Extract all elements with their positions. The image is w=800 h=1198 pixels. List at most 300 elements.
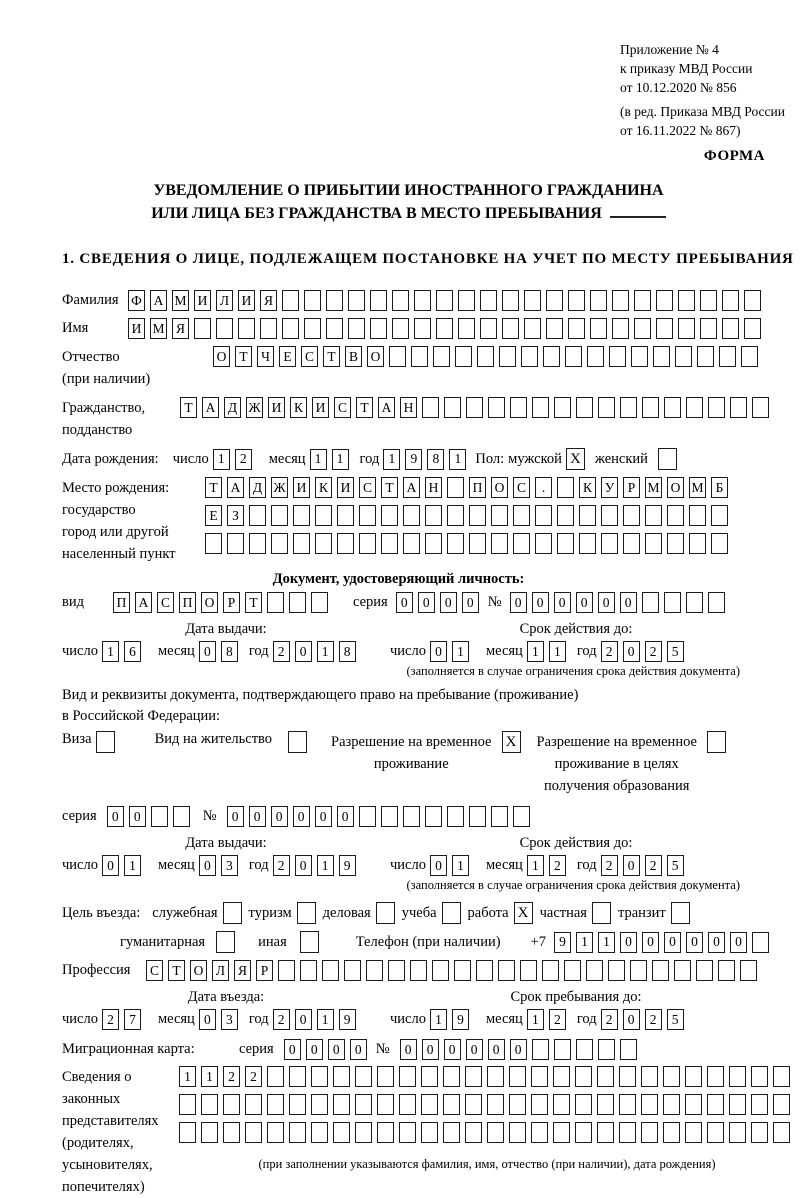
char-box[interactable]: М: [150, 318, 167, 339]
char-box[interactable]: [663, 1094, 680, 1115]
char-box[interactable]: [179, 1094, 196, 1115]
char-box[interactable]: [355, 1122, 372, 1143]
char-box[interactable]: 0: [664, 932, 681, 953]
char-box[interactable]: 3: [221, 855, 238, 876]
char-box[interactable]: 0: [466, 1039, 483, 1060]
char-box[interactable]: М: [689, 477, 706, 498]
char-box[interactable]: 8: [221, 641, 238, 662]
char-box[interactable]: 0: [623, 1009, 640, 1030]
char-box[interactable]: [289, 592, 306, 613]
char-box[interactable]: [568, 290, 585, 311]
char-box[interactable]: [557, 477, 574, 498]
char-box[interactable]: П: [179, 592, 196, 613]
char-box[interactable]: [575, 1094, 592, 1115]
char-box[interactable]: [678, 318, 695, 339]
char-box[interactable]: [414, 318, 431, 339]
char-box[interactable]: П: [113, 592, 130, 613]
char-box[interactable]: [465, 1066, 482, 1087]
char-box[interactable]: 0: [730, 932, 747, 953]
char-box[interactable]: Е: [279, 346, 296, 367]
char-box[interactable]: М: [645, 477, 662, 498]
char-box[interactable]: [433, 346, 450, 367]
char-box[interactable]: [337, 505, 354, 526]
char-box[interactable]: А: [150, 290, 167, 311]
char-box[interactable]: [289, 1094, 306, 1115]
char-box[interactable]: [509, 1094, 526, 1115]
char-box[interactable]: [674, 960, 691, 981]
char-box[interactable]: 0: [107, 806, 124, 827]
char-box[interactable]: [304, 290, 321, 311]
char-box[interactable]: [249, 533, 266, 554]
char-box[interactable]: Т: [180, 397, 197, 418]
char-box[interactable]: О: [190, 960, 207, 981]
char-box[interactable]: [773, 1066, 790, 1087]
char-box[interactable]: [579, 505, 596, 526]
char-box[interactable]: Д: [224, 397, 241, 418]
char-box[interactable]: [300, 960, 317, 981]
char-box[interactable]: [553, 1066, 570, 1087]
char-box[interactable]: 1: [549, 641, 566, 662]
char-box[interactable]: [359, 505, 376, 526]
char-box[interactable]: [645, 505, 662, 526]
char-box[interactable]: 2: [645, 1009, 662, 1030]
char-box[interactable]: [708, 397, 725, 418]
char-box[interactable]: [326, 290, 343, 311]
char-box[interactable]: [598, 1039, 615, 1060]
char-box[interactable]: [392, 290, 409, 311]
char-box[interactable]: [443, 1094, 460, 1115]
char-box[interactable]: 0: [418, 592, 435, 613]
char-box[interactable]: [686, 592, 703, 613]
char-box[interactable]: [216, 318, 233, 339]
char-box[interactable]: [773, 1094, 790, 1115]
char-box[interactable]: [447, 806, 464, 827]
char-box[interactable]: [532, 1039, 549, 1060]
char-box[interactable]: [722, 290, 739, 311]
char-box[interactable]: Р: [623, 477, 640, 498]
char-box[interactable]: 9: [339, 1009, 356, 1030]
char-box[interactable]: [421, 1122, 438, 1143]
char-box[interactable]: [722, 318, 739, 339]
checkbox-transit[interactable]: [671, 902, 690, 924]
char-box[interactable]: [663, 1122, 680, 1143]
char-box[interactable]: Н: [400, 397, 417, 418]
char-box[interactable]: [480, 290, 497, 311]
char-box[interactable]: [311, 1122, 328, 1143]
char-box[interactable]: 9: [452, 1009, 469, 1030]
char-box[interactable]: [532, 397, 549, 418]
char-box[interactable]: 0: [440, 592, 457, 613]
char-box[interactable]: 1: [527, 1009, 544, 1030]
char-box[interactable]: 1: [317, 641, 334, 662]
char-box[interactable]: Т: [168, 960, 185, 981]
char-box[interactable]: [707, 1094, 724, 1115]
char-box[interactable]: 0: [271, 806, 288, 827]
char-box[interactable]: [344, 960, 361, 981]
char-box[interactable]: М: [172, 290, 189, 311]
char-box[interactable]: 1: [449, 449, 466, 470]
char-box[interactable]: 0: [598, 592, 615, 613]
char-box[interactable]: [425, 505, 442, 526]
checkbox-temp-residence[interactable]: X: [502, 731, 521, 753]
char-box[interactable]: С: [334, 397, 351, 418]
char-box[interactable]: [388, 960, 405, 981]
char-box[interactable]: 1: [201, 1066, 218, 1087]
char-box[interactable]: 0: [422, 1039, 439, 1060]
char-box[interactable]: [411, 346, 428, 367]
char-box[interactable]: 0: [295, 855, 312, 876]
char-box[interactable]: [752, 932, 769, 953]
char-box[interactable]: 0: [576, 592, 593, 613]
char-box[interactable]: [678, 290, 695, 311]
char-box[interactable]: 0: [510, 1039, 527, 1060]
char-box[interactable]: [553, 1122, 570, 1143]
char-box[interactable]: [575, 1122, 592, 1143]
char-box[interactable]: [311, 592, 328, 613]
char-box[interactable]: [631, 346, 648, 367]
char-box[interactable]: [667, 505, 684, 526]
char-box[interactable]: [392, 318, 409, 339]
char-box[interactable]: 1: [124, 855, 141, 876]
char-box[interactable]: [711, 505, 728, 526]
char-box[interactable]: [546, 318, 563, 339]
char-box[interactable]: [557, 505, 574, 526]
char-box[interactable]: [377, 1066, 394, 1087]
char-box[interactable]: [466, 397, 483, 418]
char-box[interactable]: 0: [337, 806, 354, 827]
char-box[interactable]: 3: [221, 1009, 238, 1030]
char-box[interactable]: [513, 505, 530, 526]
char-box[interactable]: [399, 1094, 416, 1115]
char-box[interactable]: Т: [245, 592, 262, 613]
char-box[interactable]: [634, 318, 651, 339]
char-box[interactable]: [612, 318, 629, 339]
char-box[interactable]: [381, 806, 398, 827]
char-box[interactable]: [642, 592, 659, 613]
char-box[interactable]: [271, 533, 288, 554]
char-box[interactable]: [355, 1094, 372, 1115]
char-box[interactable]: О: [213, 346, 230, 367]
char-box[interactable]: [399, 1122, 416, 1143]
char-box[interactable]: [510, 397, 527, 418]
char-box[interactable]: 0: [227, 806, 244, 827]
char-box[interactable]: Т: [356, 397, 373, 418]
char-box[interactable]: 0: [444, 1039, 461, 1060]
char-box[interactable]: [223, 1122, 240, 1143]
char-box[interactable]: [403, 533, 420, 554]
char-box[interactable]: 2: [245, 1066, 262, 1087]
char-box[interactable]: 1: [332, 449, 349, 470]
char-box[interactable]: [488, 397, 505, 418]
char-box[interactable]: Я: [260, 290, 277, 311]
char-box[interactable]: [289, 1066, 306, 1087]
char-box[interactable]: [700, 290, 717, 311]
char-box[interactable]: .: [535, 477, 552, 498]
checkbox-tourism[interactable]: [297, 902, 316, 924]
char-box[interactable]: 0: [295, 641, 312, 662]
char-box[interactable]: [370, 290, 387, 311]
char-box[interactable]: Т: [235, 346, 252, 367]
char-box[interactable]: 0: [708, 932, 725, 953]
char-box[interactable]: 0: [400, 1039, 417, 1060]
char-box[interactable]: 2: [102, 1009, 119, 1030]
char-box[interactable]: [293, 533, 310, 554]
char-box[interactable]: 2: [549, 1009, 566, 1030]
char-box[interactable]: [531, 1122, 548, 1143]
char-box[interactable]: И: [337, 477, 354, 498]
char-box[interactable]: Я: [234, 960, 251, 981]
char-box[interactable]: [645, 533, 662, 554]
char-box[interactable]: [238, 318, 255, 339]
char-box[interactable]: [579, 533, 596, 554]
char-box[interactable]: 0: [328, 1039, 345, 1060]
char-box[interactable]: 0: [129, 806, 146, 827]
char-box[interactable]: [403, 806, 420, 827]
char-box[interactable]: 2: [223, 1066, 240, 1087]
char-box[interactable]: 9: [339, 855, 356, 876]
char-box[interactable]: 0: [199, 1009, 216, 1030]
char-box[interactable]: [173, 806, 190, 827]
char-box[interactable]: [586, 960, 603, 981]
char-box[interactable]: П: [469, 477, 486, 498]
char-box[interactable]: [752, 397, 769, 418]
char-box[interactable]: [469, 806, 486, 827]
char-box[interactable]: Р: [256, 960, 273, 981]
char-box[interactable]: [487, 1094, 504, 1115]
char-box[interactable]: [509, 1122, 526, 1143]
char-box[interactable]: [476, 960, 493, 981]
char-box[interactable]: [487, 1066, 504, 1087]
char-box[interactable]: [513, 533, 530, 554]
char-box[interactable]: [707, 1066, 724, 1087]
char-box[interactable]: [576, 1039, 593, 1060]
char-box[interactable]: Ж: [246, 397, 263, 418]
char-box[interactable]: 9: [554, 932, 571, 953]
char-box[interactable]: [565, 346, 582, 367]
char-box[interactable]: [700, 318, 717, 339]
char-box[interactable]: Т: [381, 477, 398, 498]
char-box[interactable]: [410, 960, 427, 981]
char-box[interactable]: [535, 533, 552, 554]
char-box[interactable]: А: [378, 397, 395, 418]
char-box[interactable]: [719, 346, 736, 367]
char-box[interactable]: 7: [124, 1009, 141, 1030]
char-box[interactable]: [469, 505, 486, 526]
char-box[interactable]: 5: [667, 855, 684, 876]
char-box[interactable]: [267, 592, 284, 613]
char-box[interactable]: [598, 397, 615, 418]
char-box[interactable]: [620, 397, 637, 418]
char-box[interactable]: [751, 1066, 768, 1087]
char-box[interactable]: Б: [711, 477, 728, 498]
char-box[interactable]: 2: [601, 641, 618, 662]
char-box[interactable]: К: [579, 477, 596, 498]
char-box[interactable]: [333, 1122, 350, 1143]
char-box[interactable]: [293, 505, 310, 526]
char-box[interactable]: Л: [212, 960, 229, 981]
char-box[interactable]: [546, 290, 563, 311]
char-box[interactable]: [432, 960, 449, 981]
char-box[interactable]: [557, 533, 574, 554]
char-box[interactable]: [469, 533, 486, 554]
char-box[interactable]: С: [513, 477, 530, 498]
char-box[interactable]: З: [227, 505, 244, 526]
checkbox-residence-permit[interactable]: [288, 731, 307, 753]
char-box[interactable]: 0: [315, 806, 332, 827]
char-box[interactable]: [436, 318, 453, 339]
char-box[interactable]: [729, 1066, 746, 1087]
char-box[interactable]: Л: [216, 290, 233, 311]
char-box[interactable]: [487, 1122, 504, 1143]
char-box[interactable]: 0: [623, 855, 640, 876]
char-box[interactable]: И: [238, 290, 255, 311]
char-box[interactable]: [389, 346, 406, 367]
char-box[interactable]: [707, 1122, 724, 1143]
char-box[interactable]: [465, 1094, 482, 1115]
char-box[interactable]: А: [403, 477, 420, 498]
char-box[interactable]: 2: [645, 855, 662, 876]
char-box[interactable]: [564, 960, 581, 981]
char-box[interactable]: [520, 960, 537, 981]
char-box[interactable]: [729, 1122, 746, 1143]
char-box[interactable]: [422, 397, 439, 418]
char-box[interactable]: О: [667, 477, 684, 498]
char-box[interactable]: [194, 318, 211, 339]
char-box[interactable]: 1: [213, 449, 230, 470]
char-box[interactable]: [223, 1094, 240, 1115]
char-box[interactable]: [641, 1094, 658, 1115]
char-box[interactable]: [381, 533, 398, 554]
char-box[interactable]: 1: [179, 1066, 196, 1087]
char-box[interactable]: [502, 290, 519, 311]
char-box[interactable]: [205, 533, 222, 554]
char-box[interactable]: [623, 533, 640, 554]
char-box[interactable]: [315, 533, 332, 554]
char-box[interactable]: [696, 960, 713, 981]
char-box[interactable]: С: [301, 346, 318, 367]
char-box[interactable]: [377, 1122, 394, 1143]
char-box[interactable]: 9: [405, 449, 422, 470]
checkbox-study[interactable]: [442, 902, 461, 924]
char-box[interactable]: [597, 1122, 614, 1143]
char-box[interactable]: [641, 1066, 658, 1087]
char-box[interactable]: [652, 960, 669, 981]
char-box[interactable]: Р: [223, 592, 240, 613]
char-box[interactable]: [267, 1066, 284, 1087]
char-box[interactable]: 0: [306, 1039, 323, 1060]
char-box[interactable]: [381, 505, 398, 526]
char-box[interactable]: [656, 290, 673, 311]
char-box[interactable]: [740, 960, 757, 981]
char-box[interactable]: [447, 477, 464, 498]
char-box[interactable]: О: [201, 592, 218, 613]
char-box[interactable]: [447, 533, 464, 554]
char-box[interactable]: Я: [172, 318, 189, 339]
char-box[interactable]: 1: [317, 1009, 334, 1030]
char-box[interactable]: О: [367, 346, 384, 367]
char-box[interactable]: 1: [576, 932, 593, 953]
char-box[interactable]: 0: [396, 592, 413, 613]
char-box[interactable]: Ж: [271, 477, 288, 498]
char-box[interactable]: 0: [462, 592, 479, 613]
char-box[interactable]: [524, 318, 541, 339]
char-box[interactable]: [718, 960, 735, 981]
char-box[interactable]: [597, 1094, 614, 1115]
checkbox-private[interactable]: [592, 902, 611, 924]
char-box[interactable]: Ф: [128, 290, 145, 311]
char-box[interactable]: [619, 1066, 636, 1087]
char-box[interactable]: [491, 505, 508, 526]
char-box[interactable]: [554, 1039, 571, 1060]
char-box[interactable]: [685, 1066, 702, 1087]
char-box[interactable]: [663, 1066, 680, 1087]
char-box[interactable]: С: [359, 477, 376, 498]
char-box[interactable]: [355, 1066, 372, 1087]
char-box[interactable]: [531, 1066, 548, 1087]
char-box[interactable]: [249, 505, 266, 526]
char-box[interactable]: 1: [452, 641, 469, 662]
char-box[interactable]: К: [315, 477, 332, 498]
char-box[interactable]: 8: [427, 449, 444, 470]
char-box[interactable]: [741, 346, 758, 367]
char-box[interactable]: 0: [350, 1039, 367, 1060]
char-box[interactable]: 0: [642, 932, 659, 953]
char-box[interactable]: [443, 1122, 460, 1143]
char-box[interactable]: [271, 505, 288, 526]
char-box[interactable]: [689, 533, 706, 554]
char-box[interactable]: [348, 318, 365, 339]
char-box[interactable]: 0: [488, 1039, 505, 1060]
checkbox-business[interactable]: [376, 902, 395, 924]
char-box[interactable]: 0: [284, 1039, 301, 1060]
char-box[interactable]: [590, 290, 607, 311]
char-box[interactable]: [653, 346, 670, 367]
checkbox-sex-male[interactable]: X: [566, 448, 585, 470]
char-box[interactable]: 0: [620, 932, 637, 953]
char-box[interactable]: [619, 1094, 636, 1115]
char-box[interactable]: [359, 533, 376, 554]
char-box[interactable]: [773, 1122, 790, 1143]
char-box[interactable]: [509, 1066, 526, 1087]
checkbox-temp-residence-education[interactable]: [707, 731, 726, 753]
char-box[interactable]: [711, 533, 728, 554]
char-box[interactable]: [513, 806, 530, 827]
char-box[interactable]: У: [601, 477, 618, 498]
char-box[interactable]: [458, 290, 475, 311]
char-box[interactable]: 0: [686, 932, 703, 953]
char-box[interactable]: [278, 960, 295, 981]
char-box[interactable]: 2: [273, 641, 290, 662]
char-box[interactable]: [543, 346, 560, 367]
char-box[interactable]: 0: [623, 641, 640, 662]
char-box[interactable]: [697, 346, 714, 367]
char-box[interactable]: [337, 533, 354, 554]
char-box[interactable]: [348, 290, 365, 311]
char-box[interactable]: 0: [199, 855, 216, 876]
char-box[interactable]: С: [146, 960, 163, 981]
char-box[interactable]: [587, 346, 604, 367]
char-box[interactable]: В: [345, 346, 362, 367]
char-box[interactable]: [553, 1094, 570, 1115]
char-box[interactable]: [359, 806, 376, 827]
char-box[interactable]: [227, 533, 244, 554]
char-box[interactable]: 0: [430, 855, 447, 876]
char-box[interactable]: [590, 318, 607, 339]
char-box[interactable]: [554, 397, 571, 418]
char-box[interactable]: [201, 1122, 218, 1143]
char-box[interactable]: [315, 505, 332, 526]
char-box[interactable]: 0: [249, 806, 266, 827]
